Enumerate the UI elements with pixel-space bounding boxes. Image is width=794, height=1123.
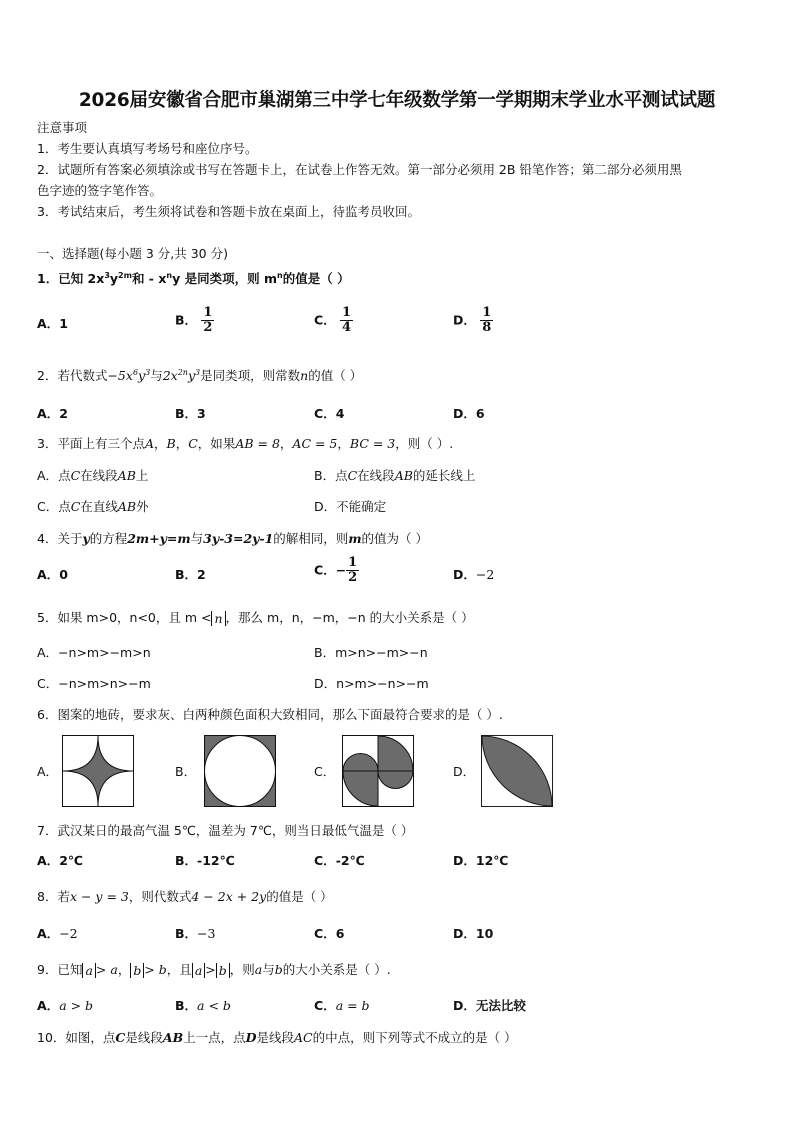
q2-option-b: B．3 [175, 406, 206, 421]
fraction: $\frac{1}{4}$ [342, 305, 352, 336]
q8-option-c: C．6 [314, 926, 345, 941]
q6-option-a-tile [62, 735, 134, 807]
q6-option-d-label: D． [453, 764, 476, 779]
question-3-stem: 3．平面上有三个点A，B，C，如果AB = 8，AC = 5，BC = 3，则（ ）. [37, 436, 454, 451]
q3-option-c: C．点C在直线AB外 [37, 499, 149, 514]
question-1-stem: 1．已知 $2x^3y^{2m}$和 - $x^ny$ 是同类项，则 $m^n$的值是（ ） [37, 271, 350, 286]
q7-option-c: C．-2℃ [314, 853, 365, 868]
fraction: $\frac{1}{2}$ [348, 555, 358, 586]
q2-option-c: C．4 [314, 406, 345, 421]
q5-option-d: D．n>m>−n>−m [314, 676, 429, 691]
q4-option-d: D．−2 [453, 567, 495, 582]
q6-option-b-label: B． [175, 764, 197, 779]
q5-option-a: A．−n>m>−m>n [37, 645, 151, 660]
section-heading: 一、选择题(每小题 3 分,共 30 分) [37, 246, 228, 261]
q5-option-b: B．m>n>−m>−n [314, 645, 428, 660]
page-title: 2026届安徽省合肥市巢湖第三中学七年级数学第一学期期末学业水平测试试题 [78, 90, 716, 111]
q9-option-d: D．无法比较 [453, 998, 526, 1013]
question-8-stem: 8．若x − y = 3，则代数式4 − 2x + 2y的值是（ ） [37, 889, 333, 904]
notice-item-3: 3．考试结束后，考生须将试卷和答题卡放在桌面上，待监考员收回。 [37, 204, 420, 219]
question-9-stem: 9．已知 a > a， b > b，且 a > b ，则a与b的大小关系是（ ）. [37, 962, 391, 978]
question-2-stem: 2．若代数式$-5x^6y^3$与$2x^{2n}y^3$是同类项，则常数n的值（ ） [37, 368, 363, 383]
q6-option-b-tile [204, 735, 276, 807]
q5-option-c: C．−n>m>n>−m [37, 676, 151, 691]
question-6-stem: 6．图案的地砖，要求灰、白两种颜色面积大致相同，那么下面最符合要求的是（ ）. [37, 707, 503, 722]
q9-option-a: A．a > b [37, 998, 94, 1013]
q7-option-d: D．12℃ [453, 853, 509, 868]
q1-option-a: A．1 [37, 316, 68, 331]
q7-option-a: A．2℃ [37, 853, 84, 868]
q9-option-c: C．a = b [314, 998, 370, 1013]
notice-heading: 注意事项 [37, 120, 88, 135]
fraction: $\frac{1}{8}$ [482, 305, 492, 336]
q1-option-b: B． $\frac{1}{2}$ [175, 305, 213, 336]
notice-item-2: 2．试题所有答案必须填涂或书写在答题卡上，在试卷上作答无效。第一部分必须用 2B 铅笔作答；第二部分必须用黑 [37, 162, 682, 177]
notice-item-1: 1．考生要认真填写考场号和座位序号。 [37, 141, 258, 156]
q4-option-a: A．0 [37, 567, 68, 582]
fraction: $\frac{1}{2}$ [203, 305, 213, 336]
notice-item-2-cont: 色字迹的签字笔作答。 [37, 183, 163, 198]
q8-option-d: D．10 [453, 926, 494, 941]
q6-option-a-label: A． [37, 764, 59, 779]
q7-option-b: B．-12℃ [175, 853, 235, 868]
q8-option-b: B．−3 [175, 926, 216, 941]
q6-option-c-tile [342, 735, 414, 807]
q8-option-a: A．−2 [37, 926, 78, 941]
q4-option-c: C．− $\frac{1}{2}$ [314, 555, 358, 586]
q4-option-b: B．2 [175, 567, 206, 582]
question-7-stem: 7．武汉某日的最高气温 5℃，温差为 7℃，则当日最低气温是（ ） [37, 823, 414, 838]
q2-option-a: A．2 [37, 406, 68, 421]
q3-option-d: D．不能确定 [314, 499, 387, 514]
q2-option-d: D．6 [453, 406, 485, 421]
q1-option-d: D． $\frac{1}{8}$ [453, 305, 492, 336]
q3-option-a: A．点C在线段AB上 [37, 468, 149, 483]
question-5-stem: 5．如果 m>0，n<0，且 m < n ，那么 m，n，−m，−n 的大小关系是（ ） [37, 610, 474, 626]
q6-option-c-label: C． [314, 764, 336, 779]
q1-option-c: C． $\frac{1}{4}$ [314, 305, 352, 336]
q3-option-b: B．点C在线段AB的延长线上 [314, 468, 476, 483]
question-4-stem: 4．关于y的方程2m+y=m与3y-3=2y-1的解相同，则m的值为（ ） [37, 531, 429, 546]
question-10-stem: 10．如图，点C是线段AB上一点，点D是线段AC的中点，则下列等式不成立的是（ ） [37, 1030, 517, 1045]
q9-option-b: B．a < b [175, 998, 231, 1013]
q6-option-d-tile [481, 735, 553, 807]
